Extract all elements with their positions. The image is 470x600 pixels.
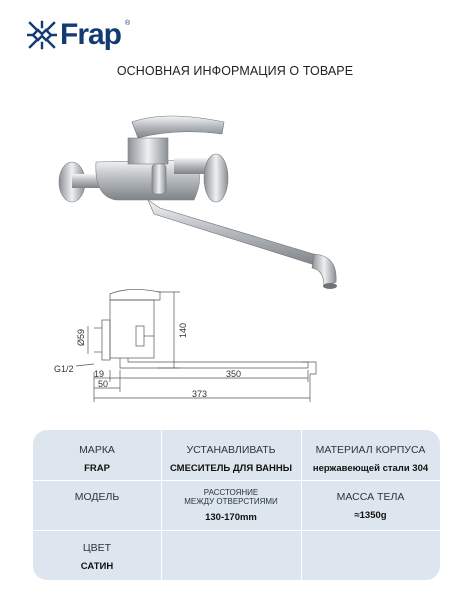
spec-table	[33, 430, 440, 580]
dim-g12: G1/2	[54, 364, 74, 374]
spec-color	[33, 542, 161, 572]
spec-model	[33, 491, 161, 503]
dim-19: 19	[94, 369, 105, 379]
dim-140: 140	[178, 322, 188, 338]
spec-brand-value: FRAP	[84, 463, 110, 474]
brand-name: Frap	[60, 18, 122, 51]
spec-install-value: СМЕСИТЕЛЬ ДЛЯ ВАННЫ	[169, 463, 293, 474]
spec-weight	[301, 491, 440, 521]
spec-install	[161, 444, 301, 474]
page-title: ОСНОВНАЯ ИНФОРМАЦИЯ О ТОВАРЕ	[116, 64, 354, 78]
spec-model-label: МОДЕЛЬ	[74, 491, 120, 503]
spec-color-value: САТИН	[80, 561, 114, 572]
spec-install-label: УСТАНАВЛИВАТЬ	[186, 444, 276, 456]
dim-50: 50	[98, 379, 109, 389]
technical-drawing	[40, 282, 330, 410]
registered-mark: ®	[125, 20, 131, 27]
spec-material-value: нержавеющей стали 304	[312, 463, 429, 474]
spec-distance-label-2: МЕЖДУ ОТВЕРСТИЯМИ	[184, 497, 278, 506]
spec-brand	[33, 444, 161, 474]
spec-material	[301, 444, 440, 474]
spec-brand-label: МАРКА	[79, 444, 115, 456]
dim-350: 350	[226, 369, 242, 379]
spec-distance	[161, 488, 301, 523]
spec-material-label: МАТЕРИАЛ КОРПУСА	[315, 444, 426, 456]
faucet-product-image	[56, 104, 346, 304]
spec-weight-value: ≈1350g	[354, 510, 387, 521]
frap-logo	[27, 18, 137, 54]
snowflake-logo-icon	[27, 20, 57, 50]
spec-distance-label-1: РАССТОЯНИЕ	[203, 488, 259, 497]
dim-373: 373	[192, 389, 208, 399]
dim-d59: Ø59	[76, 328, 86, 346]
spec-weight-label: МАССА ТЕЛА	[336, 491, 405, 503]
spec-distance-value: 130-170mm	[205, 512, 257, 523]
spec-color-label: ЦВЕТ	[82, 542, 112, 554]
